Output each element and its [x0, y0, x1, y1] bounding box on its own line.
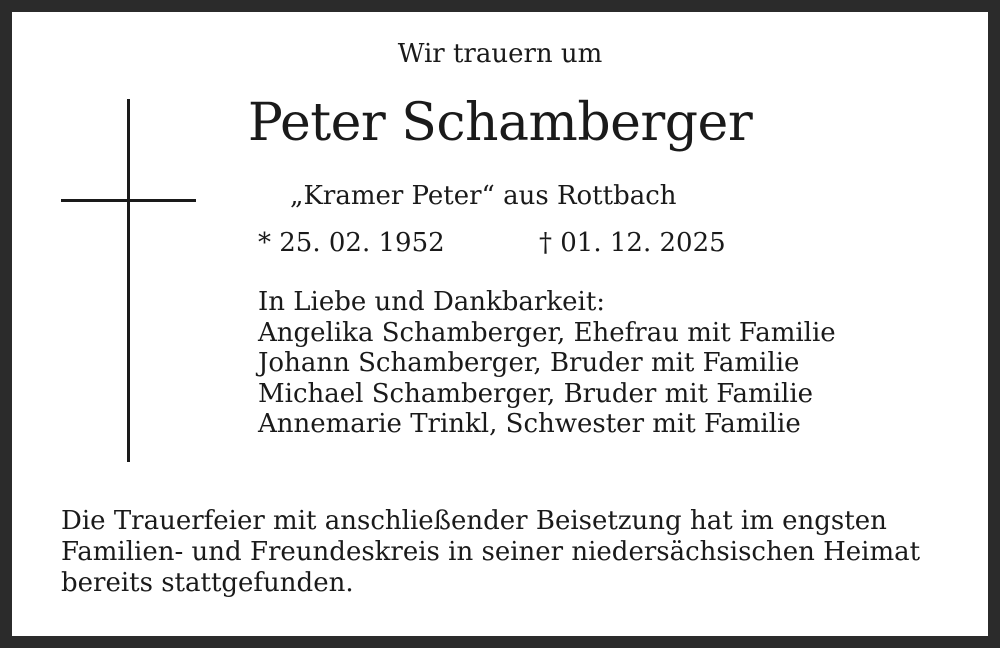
intro-text: Wir trauern um: [397, 39, 603, 69]
birth-date: * 25. 02. 1952: [258, 228, 445, 258]
mourner-line: Angelika Schamberger, Ehefrau mit Familie: [258, 317, 836, 348]
nickname-origin: „Kramer Peter“ aus Rottbach: [290, 181, 677, 211]
death-date: † 01. 12. 2025: [539, 228, 726, 258]
cross-horizontal-bar: [61, 199, 196, 202]
mourner-line: Michael Schamberger, Bruder mit Familie: [258, 378, 814, 409]
mourners-list: [258, 287, 836, 440]
obituary-card: [12, 12, 988, 636]
notice-line: Die Trauerfeier mit anschließender Beisetzung hat im engsten: [61, 506, 887, 536]
mourner-line: Annemarie Trinkl, Schwester mit Familie: [258, 409, 801, 439]
mourner-line: Johann Schamberger, Bruder mit Familie: [258, 348, 800, 378]
funeral-notice: [61, 506, 920, 599]
cross-vertical-bar: [127, 99, 130, 462]
notice-line: Familien- und Freundeskreis in seiner niedersächsischen Heimat: [61, 537, 921, 567]
mourners-heading: In Liebe und Dankbarkeit:: [258, 287, 606, 317]
deceased-name: Peter Schamberger: [247, 93, 753, 153]
notice-line: bereits stattgefunden.: [61, 568, 354, 598]
